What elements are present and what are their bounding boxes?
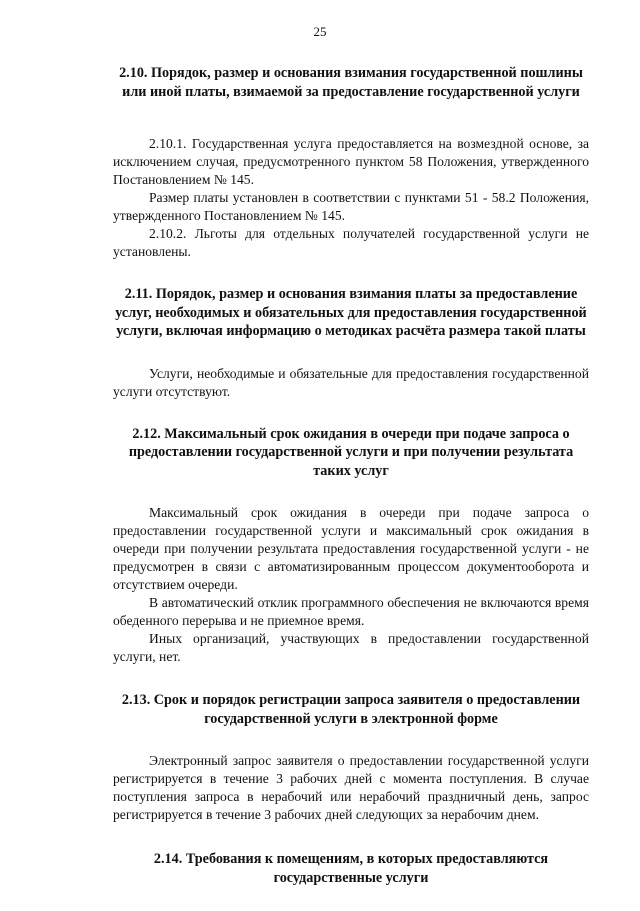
paragraph-registration: Электронный запрос заявителя о предоставлении государственной услуги регистрируется в течение 3 рабочих дней с момента поступления. В случае поступления запроса в нерабочий или нерабочий праздничный день, запрос регистрируется в течение 3 рабочих дней следующих за нерабочим днем. (113, 753, 589, 822)
paragraph-fee-size: Размер платы установлен в соответствии с пунктами 51 - 58.2 Положения, утвержденного Постановлением № 145. (113, 190, 589, 223)
section-heading-2-12: 2.12. Максимальный срок ожидания в очереди при подаче запроса о предоставлении государственной услуги и при получении результата таких услуг (128, 425, 574, 479)
paragraph-other-orgs: Иных организаций, участвующих в предоставлении государственной услуги, нет. (113, 631, 589, 664)
document-body (113, 64, 589, 911)
paragraph-2-10-2: 2.10.2. Льготы для отдельных получателей государственной услуги не установлены. (113, 226, 589, 259)
section-heading-2-10: 2.10. Порядок, размер и основания взимания государственной пошлины или иной платы, взимаемой за предоставление государственной услуги (119, 65, 583, 100)
paragraph-queue-time: Максимальный срок ожидания в очереди при подаче запроса о предоставлении государственной услуги и максимальный срок ожидания в очереди при получении результата предоставления государственной услуги - не предусмотрен в связи с автоматизированным процессом документооборота и отсутствием очереди. (113, 505, 589, 592)
section-heading-2-14: 2.14. Требования к помещениям, в которых предоставляются государственные услуги (153, 851, 549, 886)
paragraph-auto-response: В автоматический отклик программного обеспечения не включаются время обеденного перерыва и не приемное время. (113, 595, 589, 628)
paragraph-2-10-1: 2.10.1. Государственная услуга предоставляется на возмездной основе, за исключением случая, предусмотренного пунктом 58 Положения, утвержденного Постановлением № 145. (113, 136, 589, 187)
section-heading-2-13: 2.13. Срок и порядок регистрации запроса заявителя о предоставлении государственной услуги в электронной форме (121, 692, 581, 727)
paragraph-2-11: Услуги, необходимые и обязательные для предоставления государственной услуги отсутствуют. (113, 365, 589, 399)
section-heading-2-11: 2.11. Порядок, размер и основания взимания платы за предоставление услуг, необходимых и обязательных для предоставления государственной услуги, включая информацию о методиках расчёта размера такой платы (115, 286, 587, 339)
page-number: 25 (313, 24, 327, 39)
